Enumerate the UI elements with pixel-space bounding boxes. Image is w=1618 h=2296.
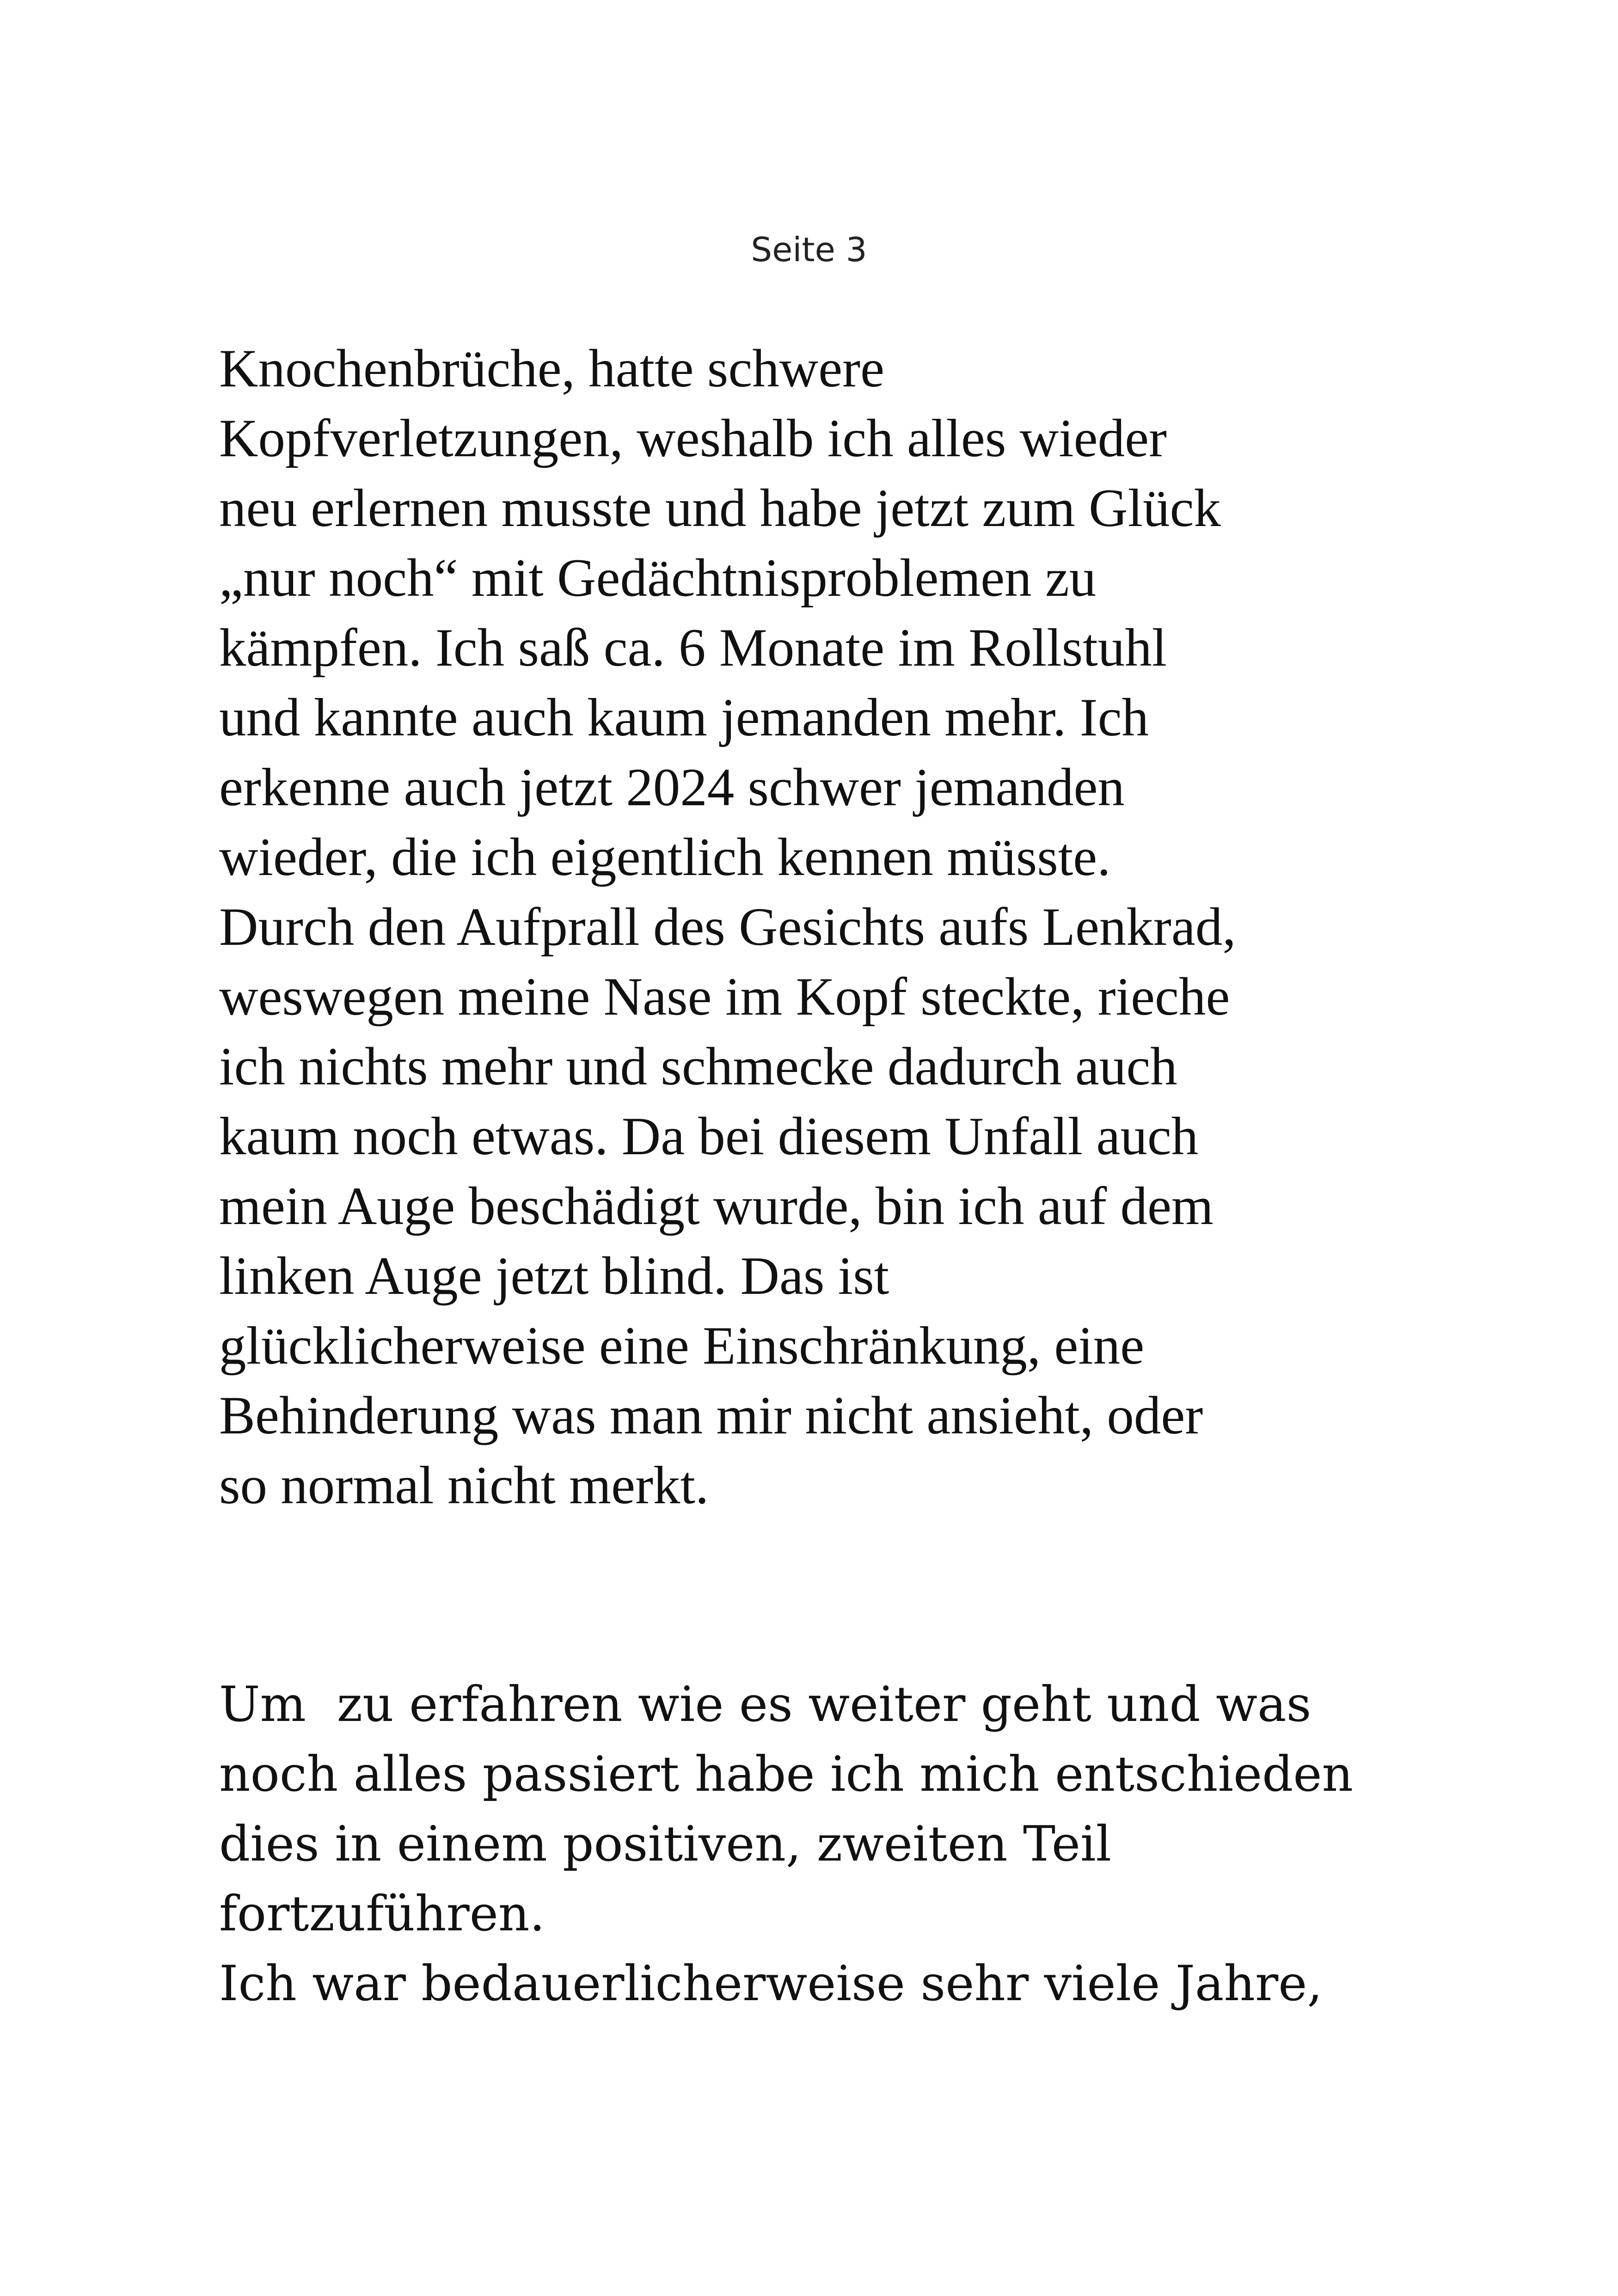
text-line: dies in einem positiven, zweiten Teil [219, 1816, 1112, 1872]
paragraph-accident-consequences [219, 334, 1236, 1520]
text-line: und kannte auch kaum jemanden mehr. Ich [219, 688, 1149, 747]
text-line: linken Auge jetzt blind. Das ist [219, 1246, 889, 1306]
text-line: mein Auge beschädigt wurde, bin ich auf dem [219, 1176, 1214, 1236]
text-line: kämpfen. Ich saß ca. 6 Monate im Rollstuhl [219, 618, 1167, 678]
text-line: „nur noch“ mit Gedächtnisproblemen zu [219, 548, 1097, 608]
text-line: noch alles passiert habe ich mich entschieden [219, 1746, 1354, 1802]
text-line: Ich war bedauerlicherweise sehr viele Jahre, [219, 1955, 1323, 2012]
text-line: weswegen meine Nase im Kopf steckte, rieche [219, 967, 1230, 1027]
text-line: Um zu erfahren wie es weiter geht und was [219, 1676, 1312, 1733]
text-line: Knochenbrüche, hatte schwere [219, 339, 885, 398]
paragraph-continuation [219, 1670, 1353, 2019]
text-line: so normal nicht merkt. [219, 1456, 709, 1515]
text-line: kaum noch etwas. Da bei diesem Unfall auch [219, 1107, 1199, 1166]
text-line: glücklicherweise eine Einschränkung, eine [219, 1316, 1145, 1376]
text-line: Kopfverletzungen, weshalb ich alles wieder [219, 409, 1167, 468]
text-line: Behinderung was man mir nicht ansieht, oder [219, 1386, 1203, 1445]
page-number-label: Seite 3 [751, 230, 867, 269]
text-line: neu erlernen musste und habe jetzt zum Glück [219, 478, 1221, 538]
text-line: fortzuführen. [219, 1886, 545, 1942]
text-line: ich nichts mehr und schmecke dadurch auch [219, 1037, 1177, 1096]
text-line: erkenne auch jetzt 2024 schwer jemanden [219, 758, 1125, 817]
text-line: wieder, die ich eigentlich kennen müsste. [219, 827, 1111, 887]
text-line: Durch den Aufprall des Gesichts aufs Lenkrad, [219, 897, 1236, 957]
